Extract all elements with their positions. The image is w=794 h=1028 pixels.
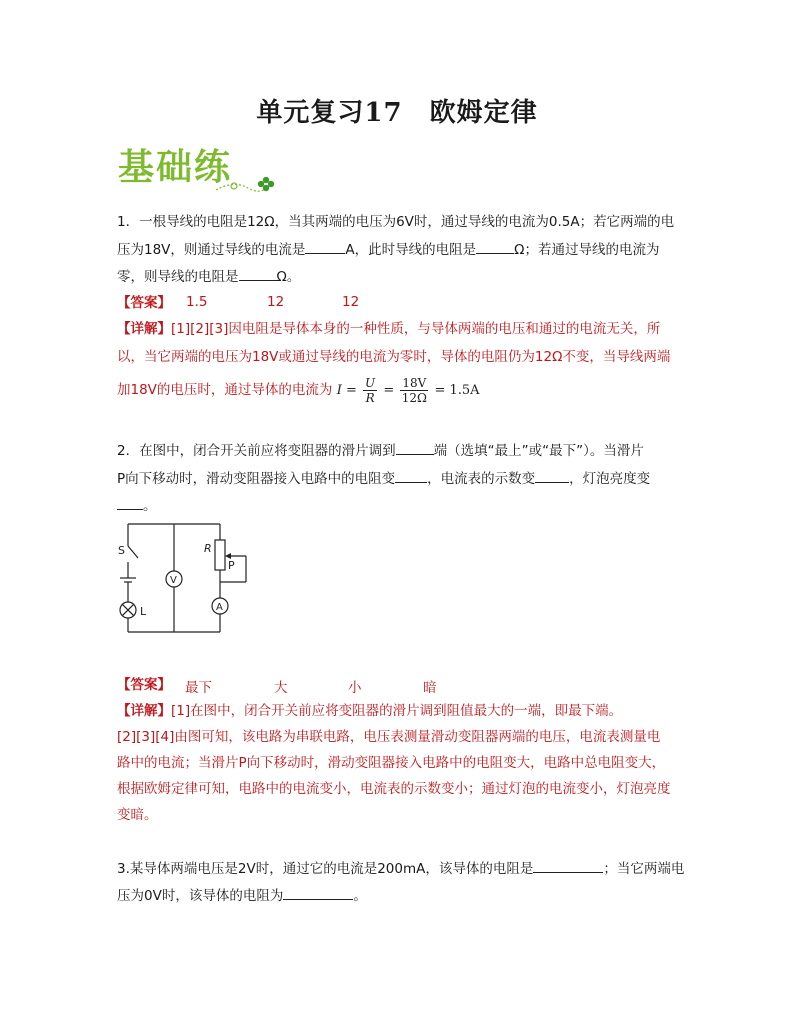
q1-line3: 零，则导线的电阻是 Ω。 xyxy=(117,269,301,285)
answer-label-2: 【答案】 xyxy=(117,677,171,693)
slider-label: P xyxy=(228,559,235,572)
ammeter-label: A xyxy=(216,602,223,613)
q3-line1: 3.某导体两端电压是2V时，通过它的电流是200mA，该导体的电阻是 ；当它两端电 xyxy=(117,861,685,877)
q2-detail-line3: 路中的电流；当滑片P向下移动时，滑动变阻器接入电路中的电阻变大，电路中总电阻变大， xyxy=(117,755,666,771)
q2-line2: P向下移动时，滑动变阻器接入电路中的电阻变 ，电流表的示数变 ，灯泡亮度变 xyxy=(117,471,651,487)
q2-answer-4: 暗 xyxy=(423,680,437,696)
q1-answer-2: 12 xyxy=(267,294,285,310)
q1-line1: 1．一根导线的电阻是12Ω，当其两端的电压为6V时，通过导线的电流为0.5A；若它两端的电 xyxy=(117,214,675,230)
q1-blank-1[interactable] xyxy=(305,241,345,254)
q2-blank-1[interactable] xyxy=(396,442,434,455)
section-badge xyxy=(118,148,232,188)
q1-answer-3: 12 xyxy=(342,294,360,310)
q2-answer-1: 最下 xyxy=(185,680,212,696)
q2-blank-3[interactable] xyxy=(535,470,569,483)
q1-detail-line1: 【详解】[1][2][3]因电阻是导体本身的一种性质，与导体两端的电压和通过的电流无关，所 xyxy=(117,321,661,337)
q2-detail-line1: 【详解】[1]在图中，闭合开关前应将变阻器的滑片调到阻值最大的一端，即最下端。 xyxy=(117,703,623,719)
q1-blank-3[interactable] xyxy=(239,268,277,281)
voltmeter-label: V xyxy=(170,575,177,586)
q2-detail-line2: [2][3][4]由图可知，该电路为串联电路，电压表测量滑动变阻器两端的电压，电流表测量电 xyxy=(117,729,661,745)
circuit-diagram xyxy=(112,518,272,642)
q2-detail-line4: 根据欧姆定律可知，电路中的电流变小，电流表的示数变小；通过灯泡的电流变小，灯泡亮度 xyxy=(117,781,671,797)
q1-detail-line2: 以，当它两端的电压为18V或通过导线的电流为零时，导体的电阻仍为12Ω不变，当导线两端 xyxy=(117,349,671,365)
q2-detail-line5: 变暗。 xyxy=(117,807,158,823)
q2-answer-3: 小 xyxy=(348,680,362,696)
section-badge-text: 基础练 xyxy=(118,147,233,188)
answer-label: 【答案】 xyxy=(117,295,171,311)
q2-blank-2[interactable] xyxy=(395,470,427,483)
q1-blank-2[interactable] xyxy=(476,241,514,254)
page-title: 单元复习17 欧姆定律 xyxy=(256,98,538,128)
q1-line2: 压为18V，则通过导线的电流是 A，此时导线的电阻是 Ω；若通过导线的电流为 xyxy=(117,242,660,258)
q1-detail-line3: 加18V的电压时，通过导体的电流为 I = $\frac{U}{R}$ = $\frac{18V}{12\Omega}$ = 1.5A xyxy=(117,376,480,405)
q3-blank-1[interactable] xyxy=(533,860,603,873)
q1-answer-1: 1.5 xyxy=(186,294,208,310)
q3-blank-2[interactable] xyxy=(283,887,353,900)
q2-line1: 2．在图中，闭合开关前应将变阻器的滑片调到 端（选填“最上”或“最下”）。当滑片 xyxy=(117,443,644,459)
q2-answer-2: 大 xyxy=(274,680,288,696)
q2-blank-4[interactable] xyxy=(117,497,143,510)
rheostat-label: R xyxy=(204,542,212,555)
clover-decoration-icon xyxy=(214,172,278,198)
switch-label: S xyxy=(118,544,125,557)
lamp-label: L xyxy=(140,605,147,618)
ohm-formula: I = $\frac{U}{R}$ = $\frac{18V}{12\Omega}$ = 1.5A xyxy=(336,376,480,405)
q3-line2: 压为0V时，该导体的电阻为 。 xyxy=(117,888,367,904)
q2-line3: 。 xyxy=(117,495,157,517)
